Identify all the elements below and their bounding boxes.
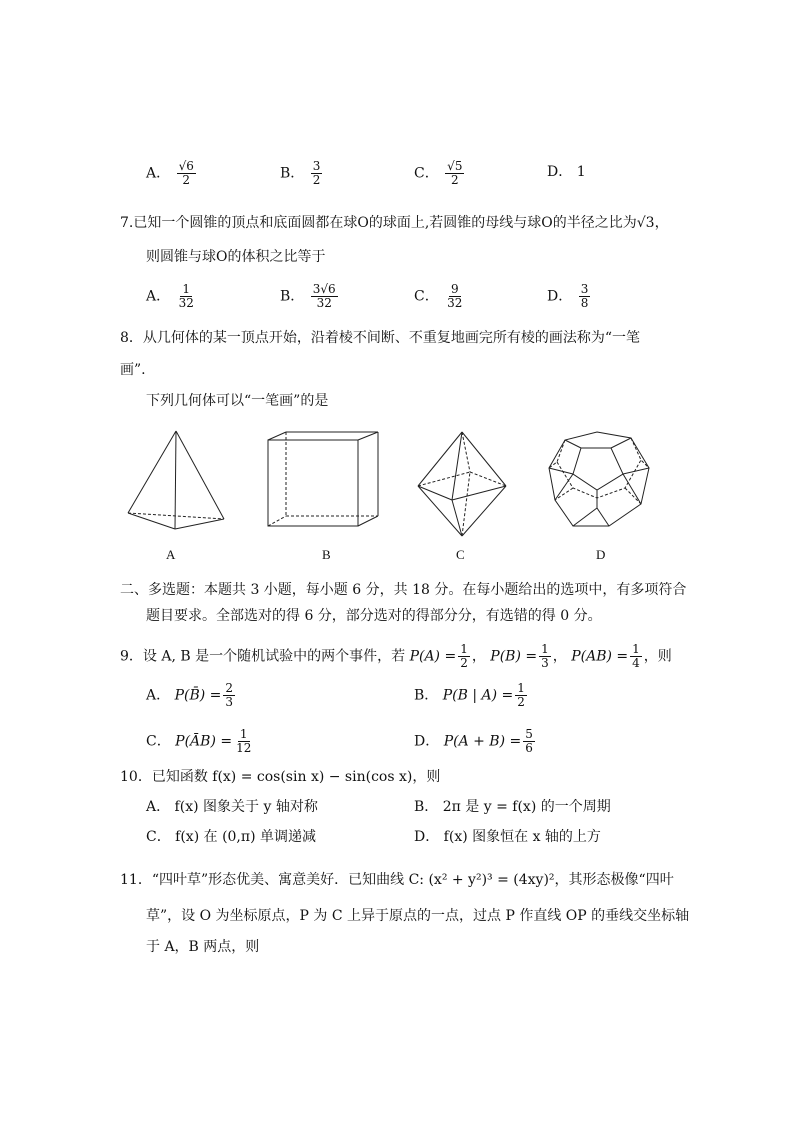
figure-label-c: C <box>456 547 465 562</box>
option-letter: A． <box>146 165 171 182</box>
cube-figure <box>262 430 384 532</box>
q10-option-a: A． f(x) 图象关于 y 轴对称 <box>146 799 318 815</box>
fraction: $\frac{9}{32}$ <box>447 282 463 310</box>
fraction: $\frac{3}{2}$ <box>312 159 321 187</box>
q10-option-b: B． 2π 是 y = f(x) 的一个周期 <box>414 799 611 815</box>
fraction: $\frac{√6}{2}$ <box>178 159 194 187</box>
fraction: $\frac{1}{12}$ <box>236 727 252 755</box>
q11-stem-line2: 草”，设 O 为坐标原点，P 为 C 上异于原点的一点，过点 P 作直线 OP 的垂线交坐标轴 <box>146 908 690 924</box>
q10-stem: 10．已知函数 f(x) = cos(sin x) − sin(cos x)，则 <box>120 769 441 785</box>
q8-stem-line2: 画”. <box>120 362 146 378</box>
q9-option-d: D． P(A + B) = $\frac{5}{6}$ <box>414 727 533 755</box>
q7-stem-line1: 7.已知一个圆锥的顶点和底面圆都在球O的球面上,若圆锥的母线与球O的半径之比为√3， <box>120 215 669 231</box>
fraction: $\frac{1}{3}$ <box>541 642 549 670</box>
q6-option-a <box>146 160 198 187</box>
fraction: $\frac{3√6}{32}$ <box>312 282 336 310</box>
octahedron-figure <box>412 428 512 540</box>
q10-option-d: D． f(x) 图象恒在 x 轴的上方 <box>414 829 601 845</box>
fraction: $\frac{1}{2}$ <box>517 681 525 709</box>
q11-stem-line1: 11．“四叶草”形态优美、寓意美好．已知曲线 C: (x² + y²)³ = (4xy)²，其形态极像“四叶 <box>120 872 674 888</box>
tetrahedron-figure <box>120 425 230 535</box>
figure-label-a: A <box>166 547 176 562</box>
q9-option-c: C． P(ĀB) = $\frac{1}{12}$ <box>146 727 252 755</box>
q7-stem-line2: 则圆锥与球O的体积之比等于 <box>146 249 326 265</box>
fraction: $\frac{√5}{2}$ <box>447 159 463 187</box>
q9-option-a: A． P(B̄) = $\frac{2}{3}$ <box>146 681 234 709</box>
option-letter: D． <box>547 164 573 180</box>
option-letter: C． <box>414 165 439 182</box>
fraction: $\frac{5}{6}$ <box>525 727 533 755</box>
q9-stem: 9．设 A, B 是一个随机试验中的两个事件，若 P(A) = $\frac{1}{2}$ ， P(B) = $\frac{1}{3}$ ， P(AB) = $\frac{1}{4}$ ，则 <box>120 642 672 670</box>
fraction: $\frac{3}{8}$ <box>580 282 589 310</box>
q6-option-b <box>280 160 324 187</box>
fraction: $\frac{1}{4}$ <box>632 642 640 670</box>
q11-stem-line3: 于 A，B 两点，则 <box>146 939 260 955</box>
q7-option-a: A． $\frac{1}{32}$ <box>146 282 194 310</box>
section-2-header-line2: 题目要求。全部选对的得 6 分，部分选对的得部分分，有选错的得 0 分。 <box>146 608 602 624</box>
q9-option-b: B． P(B | A) = $\frac{1}{2}$ <box>414 681 525 709</box>
option-value: 1 <box>576 164 586 180</box>
figure-label-b: B <box>322 547 331 562</box>
q7-option-b: B． $\frac{3√6}{32}$ <box>280 282 336 310</box>
option-letter: B． <box>280 165 305 182</box>
figure-label-d: D <box>596 547 606 562</box>
q8-stem-line1: 8．从几何体的某一顶点开始，沿着棱不间断、不重复地画完所有棱的画法称为“一笔 <box>120 330 641 346</box>
q7-option-d: D． $\frac{3}{8}$ <box>547 282 589 310</box>
q6-option-d <box>547 162 586 182</box>
fraction: $\frac{1}{32}$ <box>178 282 194 310</box>
section-2-header-line1: 二、多选题：本题共 3 小题，每小题 6 分，共 18 分。在每小题给出的选项中，有多项符合 <box>120 582 687 598</box>
fraction: $\frac{1}{2}$ <box>460 642 468 670</box>
q8-stem-line3: 下列几何体可以“一笔画”的是 <box>146 393 329 409</box>
q10-option-c: C． f(x) 在 (0,π) 单调递减 <box>146 829 316 845</box>
dodecahedron-figure <box>545 428 655 532</box>
q7-option-c: C． $\frac{9}{32}$ <box>414 282 463 310</box>
q6-option-c <box>414 160 466 187</box>
fraction: $\frac{2}{3}$ <box>225 681 234 709</box>
